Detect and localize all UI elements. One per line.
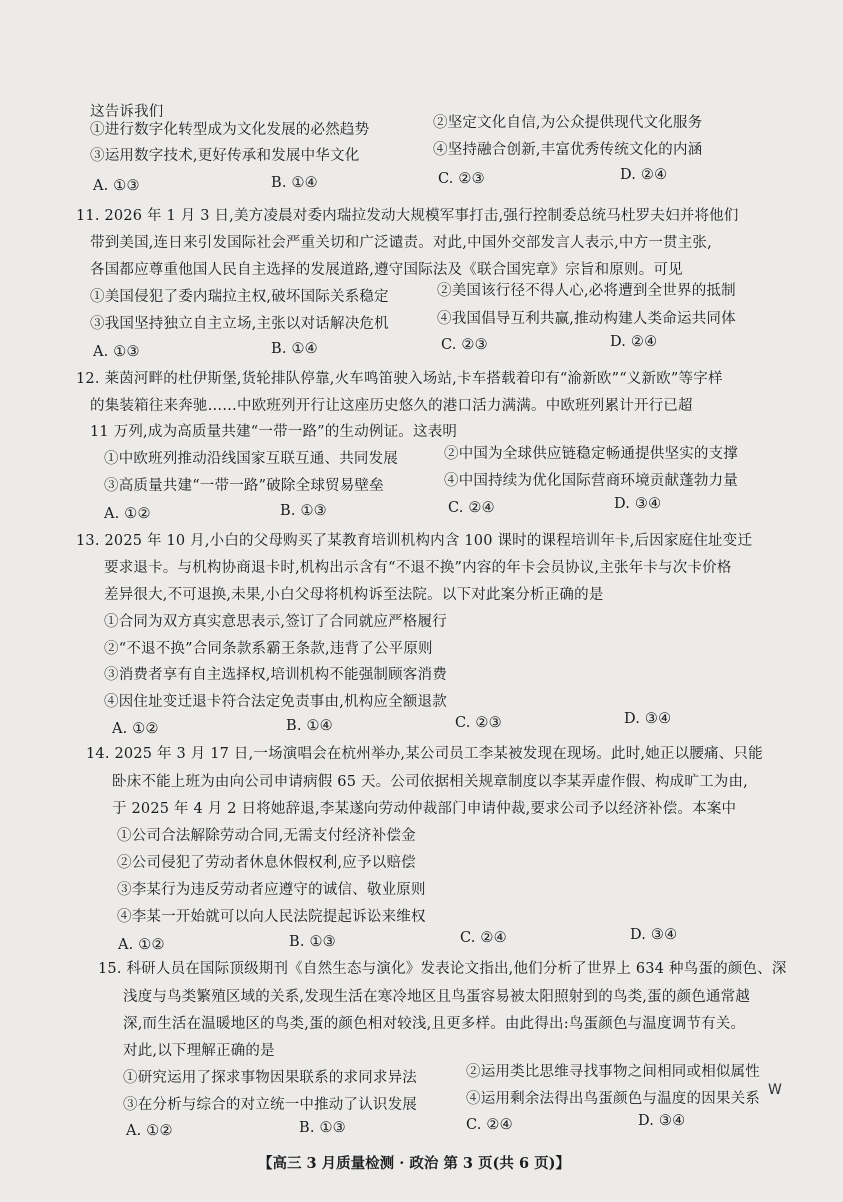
q15-stem-line-3: 深,而生活在温暖地区的鸟类,蛋的颜色相对较浅,且更多样。由此得出:鸟蛋颜色与温度调节有关。 [123, 1016, 746, 1032]
q10-option-b: B. ①④ [271, 175, 318, 191]
q15-statement-3: ③在分析与综合的对立统一中推动了认识发展 [123, 1097, 417, 1113]
q15-statement-1: ①研究运用了探求事物因果联系的求同求异法 [123, 1070, 417, 1086]
q12-statement-4: ④中国持续为优化国际营商环境贡献蓬勃力量 [444, 473, 738, 489]
q13-stem-line-3: 差异很大,不可退换,未果,小白父母将机构诉至法院。以下对此案分析正确的是 [104, 587, 604, 603]
q15-statement-2: ②运用类比思维寻找事物之间相同或相似属性 [466, 1064, 760, 1080]
q14-stem-line-2: 卧床不能上班为由向公司申请病假 65 天。公司依据相关规章制度以李某弄虚作假、构成旷工为由, [112, 774, 748, 790]
q10-statement-2: ②坚定文化自信,为公众提供现代文化服务 [433, 115, 703, 131]
q14-stem-line-1: 14. 2025 年 3 月 17 日,一场演唱会在杭州举办,某公司员工李某被发现在现场。此时,她正以腰痛、只能 [86, 746, 763, 762]
q15-stem-line-2: 浅度与鸟类繁殖区域的关系,发现生活在寒冷地区且鸟蛋容易被太阳照射到的鸟类,蛋的颜色通常越 [123, 989, 751, 1005]
q13-statement-3: ③消费者享有自主选择权,培训机构不能强制顾客消费 [104, 667, 447, 683]
q13-statement-1: ①合同为双方真实意思表示,签订了合同就应严格履行 [104, 614, 447, 630]
q11-option-b: B. ①④ [271, 341, 318, 357]
q14-statement-1: ①公司合法解除劳动合同,无需支付经济补偿金 [117, 828, 416, 844]
q11-stem-line-3: 各国都应尊重他国人民自主选择的发展道路,遵守国际法及《联合国宪章》宗旨和原则。可见 [90, 262, 683, 278]
q10-option-d: D. ②④ [620, 167, 668, 183]
q12-option-c: C. ②④ [448, 500, 495, 516]
q13-stem-line-1: 13. 2025 年 10 月,小白的父母购买了某教育培训机构内含 100 课时的课程培训年卡,后因家庭住址变迁 [76, 533, 753, 549]
corner-mark: W [768, 1082, 782, 1098]
q12-statement-2: ②中国为全球供应链稳定畅通提供坚实的支撑 [444, 446, 738, 462]
q15-stem-line-4: 对此,以下理解正确的是 [123, 1043, 275, 1059]
q10-option-a: A. ①③ [93, 178, 140, 194]
q15-option-d: D. ③④ [638, 1113, 686, 1129]
q12-stem-line-3: 11 万列,成为高质量共建“一带一路”的生动例证。这表明 [90, 424, 458, 440]
q13-option-d: D. ③④ [624, 711, 672, 727]
q12-option-b: B. ①③ [280, 503, 327, 519]
q10-statement-1: ①进行数字化转型成为文化发展的必然趋势 [90, 122, 370, 138]
q10-stem-tail: 这告诉我们 [90, 104, 164, 120]
q11-statement-1: ①美国侵犯了委内瑞拉主权,破坏国际关系稳定 [90, 289, 389, 305]
q10-statement-3: ③运用数字技术,更好传承和发展中华文化 [90, 148, 360, 164]
q12-stem-line-1: 12. 莱茵河畔的杜伊斯堡,货轮排队停靠,火车鸣笛驶入场站,卡车搭载着印有“渝新欧”“义新欧”等字样 [76, 371, 723, 387]
q14-statement-4: ④李某一开始就可以向人民法院提起诉讼来维权 [117, 909, 426, 925]
q14-option-a: A. ①② [118, 937, 165, 953]
q13-option-c: C. ②③ [455, 715, 502, 731]
page-footer: 【高三 3 月质量检测 · 政治 第 3 页(共 6 页)】 [258, 1155, 570, 1172]
q14-stem-line-3: 于 2025 年 4 月 2 日将她辞退,李某遂向劳动仲裁部门申请仲裁,要求公司予以经济补偿。本案中 [112, 801, 737, 817]
q14-option-d: D. ③④ [630, 927, 678, 943]
q12-statement-1: ①中欧班列推动沿线国家互联互通、共同发展 [104, 451, 398, 467]
q13-option-b: B. ①④ [286, 718, 333, 734]
q10-option-c: C. ②③ [438, 171, 485, 187]
q12-statement-3: ③高质量共建“一带一路”破除全球贸易壁垒 [104, 478, 384, 494]
q15-stem-line-1: 15. 科研人员在国际顶级期刊《自然生态与演化》发表论文指出,他们分析了世界上 634 种鸟蛋的颜色、深 [98, 961, 787, 977]
q14-option-c: C. ②④ [460, 930, 507, 946]
q13-stem-line-2: 要求退卡。与机构协商退卡时,机构出示含有“不退不换”内容的年卡会员协议,主张年卡与次卡价格 [104, 560, 732, 576]
q13-statement-2: ②“不退不换”合同条款系霸王条款,违背了公平原则 [104, 641, 433, 657]
q12-option-d: D. ③④ [614, 496, 662, 512]
q11-option-a: A. ①③ [93, 344, 140, 360]
q15-option-c: C. ②④ [466, 1117, 513, 1133]
q12-stem-line-2: 的集装箱往来奔驰……中欧班列开行让这座历史悠久的港口活力满满。中欧班列累计开行已超 [90, 398, 693, 414]
q11-option-d: D. ②④ [610, 334, 658, 350]
q10-statement-4: ④坚持融合创新,丰富优秀传统文化的内涵 [433, 142, 703, 158]
q11-stem-line-2: 带到美国,连日来引发国际社会严重关切和广泛谴责。对此,中国外交部发言人表示,中方一贯主张, [90, 235, 712, 251]
q15-statement-4: ④运用剩余法得出鸟蛋颜色与温度的因果关系 [466, 1091, 760, 1107]
q14-statement-2: ②公司侵犯了劳动者休息休假权利,应予以赔偿 [117, 855, 416, 871]
q11-stem-line-1: 11. 2026 年 1 月 3 日,美方凌晨对委内瑞拉发动大规模军事打击,强行控制委总统马杜罗夫妇并将他们 [76, 208, 739, 224]
q13-option-a: A. ①② [112, 721, 159, 737]
q12-option-a: A. ①② [104, 506, 151, 522]
q13-statement-4: ④因住址变迁退卡符合法定免责事由,机构应全额退款 [104, 694, 447, 710]
q15-option-a: A. ①② [126, 1123, 173, 1139]
q14-statement-3: ③李某行为违反劳动者应遵守的诚信、敬业原则 [117, 882, 426, 898]
q11-statement-4: ④我国倡导互利共赢,推动构建人类命运共同体 [437, 311, 736, 327]
q11-option-c: C. ②③ [441, 337, 488, 353]
q15-option-b: B. ①③ [299, 1120, 346, 1136]
q11-statement-2: ②美国该行径不得人心,必将遭到全世界的抵制 [437, 283, 736, 299]
q14-option-b: B. ①③ [289, 934, 336, 950]
q11-statement-3: ③我国坚持独立自主立场,主张以对话解决危机 [90, 316, 389, 332]
